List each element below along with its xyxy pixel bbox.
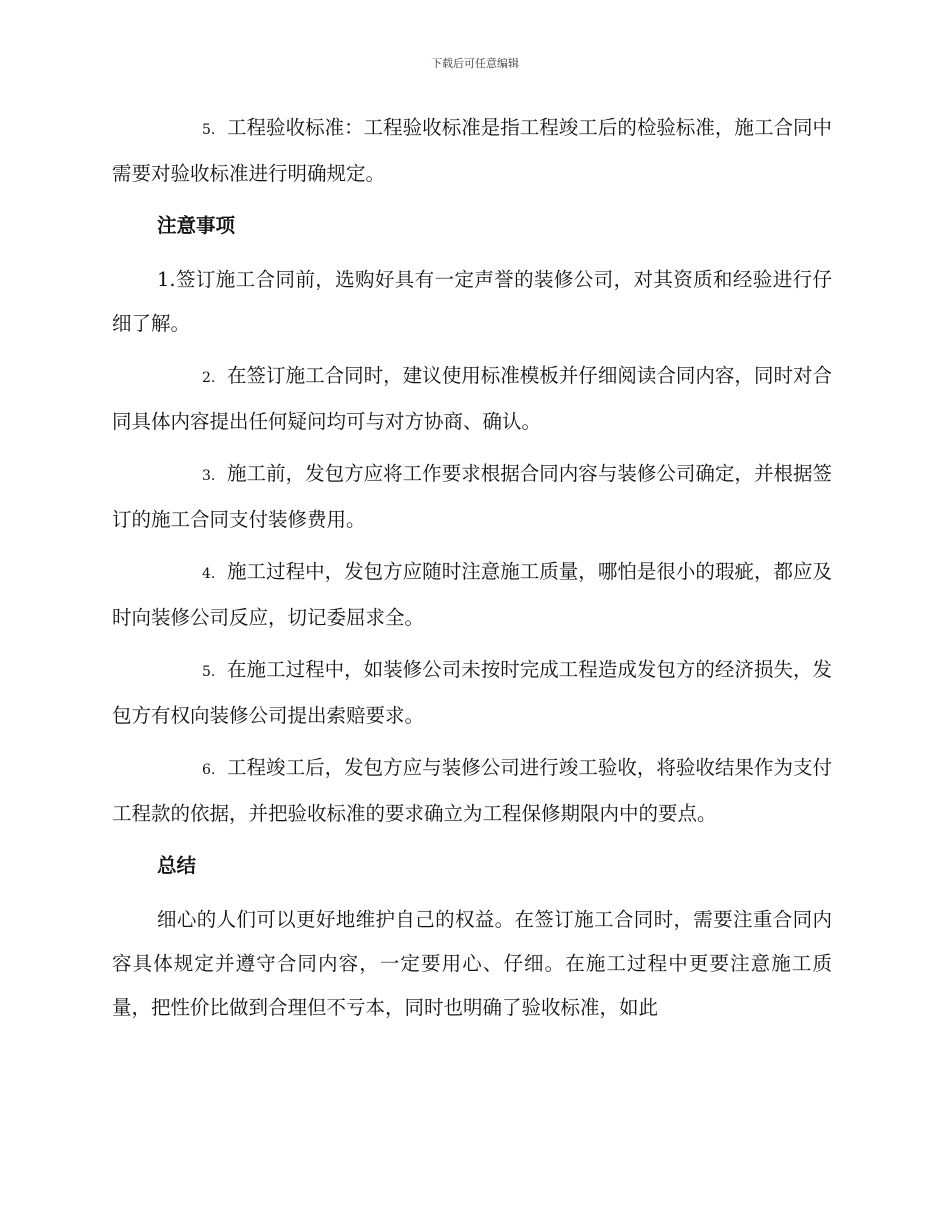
summary-heading: 总结	[157, 854, 197, 877]
item-number: 4.	[202, 566, 216, 582]
notes-item-5	[112, 648, 832, 738]
header-note: 下载后可任意编辑	[431, 57, 519, 70]
item-text: 在签订施工合同时，建议使用标准模板并仔细阅读合同内容，同时对合同具体内容提出任何疑问均可与对方协商、确认。	[112, 364, 832, 433]
summary-paragraph	[112, 898, 832, 1030]
document-body	[112, 106, 832, 1038]
item-number: 6.	[202, 762, 216, 778]
notes-item-3	[112, 452, 832, 542]
item-text: 在施工过程中，如装修公司未按时完成工程造成发包方的经济损失，发包方有权向装修公司提出索赔要求。	[112, 658, 832, 727]
item-number: 5.	[202, 664, 216, 680]
notes-heading: 注意事项	[157, 214, 236, 237]
item-number: 5.	[202, 122, 216, 138]
item-text: 1.签订施工合同前，选购好具有一定声誉的装修公司，对其资质和经验进行仔细了解。	[112, 268, 832, 335]
acceptance-standard-paragraph	[112, 106, 832, 196]
item-text: 工程竣工后，发包方应与装修公司进行竣工验收，将验收结果作为支付工程款的依据，并把验收标准的要求确立为工程保修期限内中的要点。	[112, 756, 832, 825]
notes-item-6	[112, 746, 832, 836]
notes-item-4	[112, 550, 832, 640]
notes-item-2	[112, 354, 832, 444]
item-number: 2.	[202, 370, 216, 386]
item-text: 施工前，发包方应将工作要求根据合同内容与装修公司确定，并根据签订的施工合同支付装修费用。	[112, 462, 832, 531]
item-text: 施工过程中，发包方应随时注意施工质量，哪怕是很小的瑕疵，都应及时向装修公司反应，切记委屈求全。	[112, 560, 832, 629]
item-text: 工程验收标准：工程验收标准是指工程竣工后的检验标准，施工合同中需要对验收标准进行明确规定。	[112, 116, 832, 185]
item-number: 3.	[202, 468, 216, 484]
item-text: 细心的人们可以更好地维护自己的权益。在签订施工合同时，需要注重合同内容具体规定并遵守合同内容，一定要用心、仔细。在施工过程中更要注意施工质量，把性价比做到合理但不亏本，同时也明确了验收标准，如此	[112, 908, 832, 1019]
notes-item-1	[112, 258, 832, 346]
